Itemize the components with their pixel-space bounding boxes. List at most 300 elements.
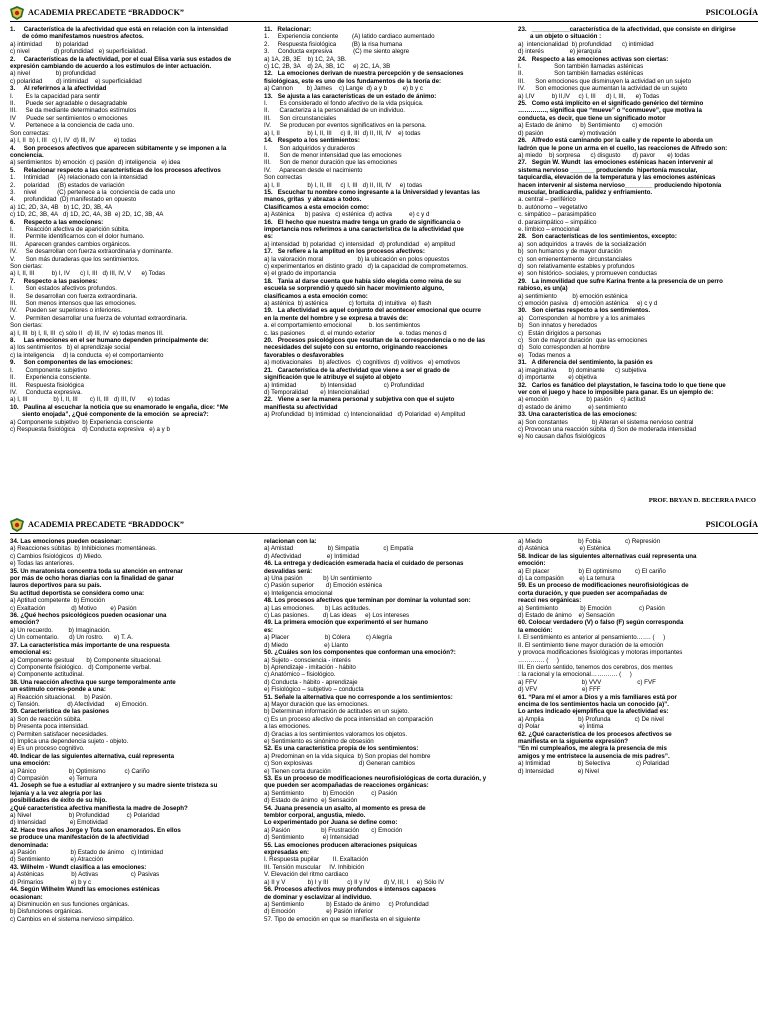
text-line: a) Amplia b) Profunda c) De nivel — [518, 715, 664, 723]
text-line: 3. Al referirnos a la afectividad — [10, 85, 107, 93]
text-line: d) Intensidad e) Emotividad — [10, 819, 108, 827]
p2-column-1 — [10, 538, 250, 1024]
text-line: IV. Se desarrollan con fuerza extraordinaria y dominante. — [10, 248, 173, 256]
text-line: III. En cierto sentido, tenemos dos cerebros, dos mentes — [518, 663, 673, 671]
text-line: : la racional y la emocional…………. ( ) — [518, 671, 632, 679]
text-line: 55. Las emociones producen alteraciones psíquicas — [264, 841, 418, 849]
text-line: II. El sentimiento tiene mayor duración de la emoción — [518, 641, 664, 649]
text-line: 15. Escuchar tu nombre como ingresante a la Universidad y levantas las — [264, 188, 480, 196]
academy-logo-icon — [10, 518, 24, 532]
text-line: 28. Son características de los sentimientos, excepto: — [518, 233, 677, 241]
text-line: d) interés e) jerarquía — [518, 48, 602, 56]
text-line: d) Temporalidad e) Intencionalidad — [264, 388, 370, 396]
text-line: a) Intimidad b) Selectiva c) Polaridad — [518, 760, 669, 768]
text-line: e) Tienen corta duración — [264, 767, 331, 775]
text-line: b) Presenta poca intensidad. — [10, 723, 89, 731]
text-line: a) Asténica b) pasiva c) esténica d) activa e) c y d — [264, 211, 430, 219]
text-line: 41. Joseph se fue a estudiar al extranjero y su madre siente tristeza su — [10, 782, 218, 790]
text-line: d) Primarios e) b y c — [10, 878, 92, 886]
text-line: es: — [264, 233, 273, 241]
text-line: I. Respuesta pupilar II. Exaltación — [264, 856, 369, 864]
text-line: III. Aparecen grandes cambios orgánicos. — [10, 240, 131, 248]
text-line: c) Cambios fisiológicos d) Miedo. — [10, 552, 103, 560]
text-line: V. Elevación del ritmo cardiaco — [264, 871, 349, 879]
text-line: 61. “Para mí el amor a Dios y a mis familiares está por — [518, 693, 677, 701]
text-line: Son correctas — [264, 174, 303, 182]
text-line: d) Polar e) Íntima — [518, 723, 604, 731]
subject-title: PSICOLOGÍA — [705, 520, 758, 529]
text-line: 51. Señale la alternativa que no corresponde a los sentimientos: — [264, 693, 453, 701]
text-line: a) asténica b) asténica c) fortuita d) intuitiva e) flash — [264, 300, 432, 308]
text-line: I. Componente subjetivo — [10, 366, 88, 374]
text-line: 10. Paulina al escuchar la noticia que su enamorado le engaña, dice: “Me — [10, 403, 229, 411]
text-line: II. Experiencia consciente. — [10, 374, 91, 382]
text-line: III. Son de menor duración que las emociones — [264, 159, 398, 167]
text-line: a) motivacionales b) afectivos c) cognitivos d) volitivos e) emotivos — [264, 359, 461, 367]
text-line: e) Sentimiento es sinónimo de obsesión — [264, 737, 374, 745]
text-line: c) Componente fisiológico. d) Componente verbal. — [10, 663, 152, 671]
text-line: a) Miedo b) Fobia c) Represión — [518, 538, 661, 545]
text-line: significación que le atribuye el sujeto al objeto — [264, 374, 402, 382]
text-line: se produce una manifestación de la afectividad — [10, 834, 149, 842]
text-line: IV. Son emociones que aumentan la actividad de un sujeto — [518, 85, 688, 93]
text-line: 14. Respeto a los sentimientos: — [264, 137, 360, 145]
text-line: 50. ¿Cuáles son los componentes que conforman una emoción?: — [264, 649, 456, 657]
text-line: 56. Procesos afectivos muy profundos e intensos capaces — [264, 886, 436, 894]
text-line: d) VFV e) FFF — [518, 686, 601, 694]
text-line: c) Exaltación d) Motivo e) Pasión — [10, 604, 137, 612]
text-line: V. Son más duraderas que los sentimientos. — [10, 255, 140, 263]
text-line: e) el grado de importancia — [264, 270, 336, 278]
text-line: lejanía y a la vez alegría por las — [10, 789, 102, 797]
text-line: a un objeto o situación : — [518, 33, 602, 41]
text-line: 25. Como está implícito en el significado genérico del término — [518, 100, 704, 108]
text-line: a) sentimiento b) emoción esténica — [518, 292, 628, 300]
text-line: d) Implica una dependencia sujeto - objeto. — [10, 737, 129, 745]
text-line: a) Disminución en sus funciones orgánicas. — [10, 900, 130, 908]
text-line: Lo experimentado por Juana se define como: — [264, 819, 398, 827]
text-line: taquicardia, elevación de la temperatura y las emociones asténicas — [518, 174, 716, 182]
text-line: ¿Qué característica afectiva manifiesta la madre de Joseph? — [10, 804, 188, 812]
text-line: e) No causan daños fisiológicos — [518, 433, 606, 441]
text-line: d) Conducta - hábito - aprendizaje — [264, 678, 358, 686]
text-line: ver con el juego y hace lo imposible para ganar. Es un ejemplo de: — [518, 388, 714, 396]
text-line: d) Miedo e) Llanto — [264, 641, 349, 649]
text-line: a) Mayor duración que las emociones. — [264, 700, 369, 708]
text-line: 58. Indicar de las siguientes alternativas cuál representa una — [518, 552, 697, 560]
text-line: a) Reacciones súbitas b) Inhibiciones momentáneas. — [10, 545, 157, 553]
p1-column-1 — [10, 26, 250, 504]
text-line: 60. Colocar verdadero (V) o falso (F) según corresponda — [518, 619, 684, 627]
text-line: 48. Los procesos afectivos que terminan por dominar la voluntad son: — [264, 597, 471, 605]
academy-title: ACADEMIA PRECADETE “BRADDOCK” — [28, 520, 185, 529]
text-line: conciencia. — [10, 151, 44, 159]
text-line: 57. Tipo de emoción en que se manifiesta en el siguiente — [264, 915, 421, 923]
text-line: sistema nervioso _______ produciendo hipertonía muscular, — [518, 166, 698, 174]
text-line: ladrón que le pone un arma en el cuello, las reacciones de Alfredo son: — [518, 144, 728, 152]
text-line: a) los sentimientos b) el aprendizaje social — [10, 344, 131, 352]
text-line: a) Predominan en la vida síquica b) Son propias del hombre — [264, 752, 431, 760]
text-line: 23. ___________característica de la afectividad, que consiste en dirigirse — [518, 26, 736, 33]
text-line: a) intensidad b) polaridad c) intensidad d) profundidad e) amplitud — [264, 240, 455, 248]
text-line: 24. Respecto a las emociones activas son ciertas: — [518, 55, 669, 63]
text-line: expresadas en: — [264, 849, 310, 857]
text-line: a) miedo b) sorpresa c) disgusto d) pavor e) todas — [518, 151, 690, 159]
text-line: a) Reacción situacional. b) Pasión. — [10, 693, 113, 701]
text-line: a) nivel b) profundidad — [10, 70, 96, 78]
p1-column-3 — [518, 26, 758, 504]
text-line: c) Respuesta fisiológica d) Conducta expresiva e) a y b — [10, 425, 170, 433]
p2-column-2 — [264, 538, 504, 1024]
text-line: c) Provocan una reacción súbita d) Son de moderada intensidad — [518, 425, 697, 433]
text-line: c) Son explosivas d) Generan cambios — [264, 760, 415, 768]
text-line: posibilidades de éxito de su hijo. — [10, 797, 107, 805]
text-line: 38. Una reacción afectiva que surge temporalmente ante — [10, 678, 176, 686]
text-line: en la mente del hombre y se expresa a través de: — [264, 314, 409, 322]
text-line: desvalidas será: — [264, 567, 313, 575]
text-line: a) Son constantes b) Alteran el sistema nervioso central — [518, 418, 694, 426]
text-line: 5. Relacionar respecto a las características de los procesos afectivos — [10, 166, 221, 174]
text-line: a) I, III b) I, II, III c) sólo II d) III, IV e) todas menos III. — [10, 329, 164, 337]
p1-column-2 — [264, 26, 504, 504]
text-line: c) Tensión. d) Afectividad e) Emoción. — [10, 700, 148, 708]
text-line: …………. ( ) — [518, 656, 559, 664]
text-line: 2. Respuesta fisiológica (B) la risa humana — [264, 40, 403, 48]
text-line: 22. Viene a ser la manera personal y subjetiva con que el sujeto — [264, 396, 455, 404]
text-line: 54. Juana presencia un asalto, al momento es presa de — [264, 804, 426, 812]
text-line: 8. Las emociones en el ser humano dependen principalmente de: — [10, 337, 209, 345]
text-line: a) Corresponden al hombre y a los animales — [518, 314, 645, 322]
text-line: Lo antes indicado ejemplifica que la afectividad es: — [518, 708, 669, 716]
text-line: a) 1C, 2D, 3A, 4B b) 1C, 2D, 3B, 4A — [10, 203, 113, 211]
text-line: una emoción: — [10, 760, 51, 768]
text-line: III. Se da mediante determinados estímulos — [10, 107, 137, 115]
text-line: a) Las emociones. b) Las actitudes. — [264, 604, 371, 612]
text-line: b) Aprendizaje - imitación - hábito — [264, 663, 356, 671]
text-line: rabioso, es un(a) — [518, 285, 568, 293]
text-line: a) intencionalidad b) profundidad c) intimidad — [518, 40, 654, 48]
text-line: 9. Son componentes de las emociones: — [10, 359, 133, 367]
text-line: emoción? — [10, 619, 40, 627]
text-line: d) Sentimiento e) Intensidad — [264, 834, 359, 842]
text-line: 37. La característica más importante de una respuesta — [10, 641, 170, 649]
text-line: emocional es: — [10, 649, 52, 657]
text-line: manos, gritas y abrazas a todos. — [264, 196, 362, 204]
text-line: “En mi cumpleaños, me alegra la presencia de mis — [518, 745, 667, 753]
text-line: ocasionan: — [10, 893, 43, 901]
text-line: muscular, bradicardia, palidez y enfriamiento. — [518, 188, 653, 196]
text-line: amigos y me entristece la ausencia de mis padres”. — [518, 752, 670, 760]
text-line: a) Placer b) Cólera c) Alegría — [264, 634, 392, 642]
text-line: I. Es considerado el fondo afectivo de la vida psíquica. — [264, 100, 424, 108]
text-line: 2. Características de la afectividad, por el cual Elisa varía sus estados de — [10, 55, 232, 63]
text-line: a) Componente gestual b) Componente situacional. — [10, 656, 162, 664]
page-2 — [0, 512, 768, 1024]
text-line: que pueden ser acompañadas de reacciones orgánicas: — [264, 782, 429, 790]
text-line: 29. La inmovilidad que sufre Karina frente a la presencia de un perro — [518, 277, 723, 285]
text-line: por más de ocho horas diarias con la finalidad de ganar — [10, 575, 175, 583]
text-line: IV. Pueden ser superiores o inferiores. — [10, 307, 122, 315]
text-line: d) La compasión e) La ternura — [518, 575, 615, 583]
text-line: a) I, II, III b) I, IV c) I, III d) III, IV, V e) Todas — [10, 270, 166, 278]
text-line: a) I, II b) I, II, III c) II, III d) II, III, IV e) todas — [264, 129, 421, 137]
text-line: es: — [264, 626, 273, 634]
text-line: I. El sentimiento es anterior al pensamiento……. ( ) — [518, 634, 666, 642]
text-line: 36. ¿Qué hechos psicológicos pueden ocasionar una — [10, 612, 167, 620]
text-line: 1. Intimidad (A) relacionado con la intensidad — [10, 174, 148, 182]
text-line: 6. Respecto a las emociones: — [10, 218, 104, 226]
text-line: y provoca modificaciones fisiológicas y motoras importantes — [518, 649, 683, 657]
text-line: a) FFV b) VVV c) FVF — [518, 678, 656, 686]
text-line: IV. Aparecen desde el nacimiento — [264, 166, 363, 174]
text-line: c) Anatómico – fisiológico. — [264, 671, 336, 679]
text-line: Son ciertas: — [10, 322, 43, 330]
text-line: 12. La emociones derivan de nuestra percepción y de sensaciones — [264, 70, 464, 78]
text-line: IV Puede ser sentimientos o emociones — [10, 114, 128, 122]
text-line: Su actitud deportista se considera como una: — [10, 589, 145, 597]
text-line: c) 1D, 2C, 3B, 4A d) 1D, 2C, 4A, 3B e) 2D, 1C, 3B, 4A — [10, 211, 164, 219]
text-line: b) Disfunciones orgánicas. — [10, 908, 83, 916]
text-line: a) I, II b) I, II, III c) I, III d) II, III, IV e) todas — [264, 181, 423, 189]
text-line: 11. Relacionar: — [264, 26, 312, 33]
text-line: d) Compasión e) Ternura — [10, 775, 98, 782]
text-line: Son correctas: — [10, 129, 50, 137]
text-line: 4. Son procesos afectivos que aparecen súbitamente y se imponen a la — [10, 144, 227, 152]
text-line: d) Solo corresponden al hombre — [518, 344, 610, 352]
text-line: 1. Característica de la afectividad que está en relación con la intensidad — [10, 26, 229, 33]
text-line: 21. Característica de la afectividad que viene a ser el grado de — [264, 366, 450, 374]
text-line: corta duración, y que pueden ser acompañadas de — [518, 589, 668, 597]
text-line: 34. Las emociones pueden ocasionar: — [10, 538, 122, 545]
text-line: la emoción: — [518, 626, 553, 634]
text-line: a. el comportamiento emocional b. los sentimientos — [264, 322, 421, 330]
text-line: a) I, III b) I, II, III c) II, III d) III, IV e) todas — [10, 396, 170, 404]
text-line: 39. Característica de las pasiones — [10, 708, 110, 716]
text-line: de cómo manifestamos nuestros afectos. — [10, 33, 144, 41]
text-line: III. Son menos intensos que las emociones. — [10, 300, 137, 308]
text-line: c. las pasiones d. el mundo exterior e. todas menos d — [264, 329, 447, 337]
text-line: 3. Conducta expresiva (C) me siento alegre — [264, 48, 410, 56]
text-line: a) II y V b) I y III c) II y IV d) V, III, I e) Sólo IV — [264, 878, 444, 886]
text-line: 16. El hecho que nuestra madre tenga un grado de significancia o — [264, 218, 461, 226]
text-line: e) son histórico- sociales, y promueven conductas — [518, 270, 657, 278]
text-line: 4. profundidad (D) manifestado en opuesto — [10, 196, 137, 204]
text-line: a) Profundidad b) Intimidad c) Intencionalidad d) Polaridad e) Amplitud — [264, 411, 466, 419]
text-line: a) Sujeto - consciencia - interés — [264, 656, 351, 664]
text-line: 49. La primera emoción que experimentó el ser humano — [264, 619, 429, 627]
text-line: 33. Una característica de las emociones: — [518, 411, 637, 419]
page-2-header — [10, 518, 758, 534]
text-line: 43. Wilhelm - Wundt clasifica a las emociones: — [10, 863, 147, 871]
text-line: Clasificamos a esta emoción como: — [264, 203, 369, 211]
text-line: a) Estado de ánimo b) Sentimiento c) emoción — [518, 122, 663, 130]
text-line: a) Asténicas b) Activas c) Pasivas — [10, 871, 160, 879]
text-line: a) emoción b) pasión c) actitud — [518, 396, 646, 404]
text-line: d) Sentimiento e) Atracción — [10, 856, 104, 864]
text-line: 3. nivel (C) pertenece a la conciencia de cada uno — [10, 188, 176, 196]
text-line: e) Es un proceso cognitivo. — [10, 745, 85, 753]
text-line: 26. Alfredo está caminando por la calle y de repente lo aborda un — [518, 137, 713, 145]
text-line: un estímulo corres-ponde a una: — [10, 686, 106, 694]
text-line: 31. A diferencia del sentimiento, la pasión es — [518, 359, 653, 367]
text-line: d) son relativamente estables y profundos — [518, 263, 635, 270]
text-line: d) estado de ánimo e) sentimiento — [518, 403, 628, 411]
academy-title: ACADEMIA PRECADETE “BRADDOCK” — [28, 8, 185, 17]
text-line: d) Emoción e) Pasión inferior — [264, 908, 374, 916]
text-line: Son ciertas: — [10, 263, 43, 270]
text-line: 62. ¿Qué característica de los procesos afectivos se — [518, 730, 672, 738]
text-line: d) importante e) objetiva — [518, 374, 597, 382]
text-line: 40. Indicar de las siguientes alternativa, cuál representa — [10, 752, 175, 760]
text-line: c) Son de mayor duración que las emociones — [518, 337, 648, 345]
text-line: 35. Un maratonista concentra toda su atención en entrenar — [10, 567, 183, 575]
text-line: fisiológicas, este es uno de los fundamentos de la teoría de: — [264, 77, 442, 85]
text-line: III. Tensión muscular IV. Inhibición — [264, 863, 365, 871]
text-line: 18. Tania al darse cuenta que había sido elegida como reina de su — [264, 277, 461, 285]
academy-logo-icon — [10, 6, 24, 20]
text-line: a) I, II b) I, III c) I, IV d) III, IV e) todas — [10, 137, 137, 145]
text-line: 13. Se ajusta a las características de un estado de ánimo: — [264, 92, 437, 100]
text-line: emoción: — [518, 560, 546, 568]
text-line: a) son adquiridos a través de la socialización — [518, 240, 647, 248]
text-line: a) Sentimiento b) Emoción c) Pasión — [518, 604, 665, 612]
text-line: siento enojada”, ¿Qué componente de la emoción se aprecia?: — [10, 411, 209, 419]
text-line: a) Un recuerdo. b) Imaginación. — [10, 626, 111, 634]
text-line: 2. polaridad (B) estados de variación — [10, 181, 125, 189]
text-line: a) Pasión b) Frustración c) Emoción — [264, 826, 403, 834]
text-line: 17. Se refiere a la amplitud en los procesos afectivos: — [264, 248, 425, 256]
text-line: c. simpático – parasimpático — [518, 211, 597, 219]
text-line: IV. Se producen por eventos significativos en la persona. — [264, 122, 427, 130]
text-line: e) Componente actitudinal. — [10, 671, 84, 679]
text-line: b. autónomo – vegetativo — [518, 203, 588, 211]
text-line: relacionan con la: — [264, 538, 317, 545]
text-line: IV. Conducta expresiva. — [10, 388, 82, 396]
text-line: e) Fisiológico – subjetivo – conducta — [264, 686, 364, 694]
text-line: c) Cambios en el sistema nervioso simpático. — [10, 915, 135, 923]
text-line: conducta, es decir, que tiene un significado motor — [518, 114, 666, 122]
text-line: 1. Experiencia conciente (A) latido cardiaco aumentado — [264, 33, 435, 41]
text-line: d) Afectividad e) Intimidad — [264, 552, 360, 560]
text-line: d. parasimpático – simpático — [518, 218, 597, 226]
text-line: b) Son innatos y heredados — [518, 322, 598, 330]
teacher-signature: PROF. BRYAN D. BECERRA PAICO — [648, 497, 756, 504]
text-line: d) pasión e) motivación — [518, 129, 617, 137]
text-line: 59. Es un proceso de modificaciones neurofisiológicas de — [518, 582, 689, 590]
text-line: d) Estado de ánimo e) Sensación — [518, 612, 615, 620]
text-line: 7. Respecto a las pasiones: — [10, 277, 98, 285]
text-line: a) Intimidad b) Intensidad c) Profundidad — [264, 381, 424, 389]
text-line: favorables o desfavorables — [264, 351, 344, 359]
text-line: de dominar y esclavizar al individuo. — [264, 893, 372, 901]
text-line: a) I,IV b) II,IV c) I, III d) I, III, e) Todas — [518, 92, 660, 100]
text-line: a) Aptitud competente b) Emoción — [10, 597, 105, 605]
text-line: c) 1C, 2B, 3A d) 2A, 3B, 1C e) 2C, 1A, 3B — [264, 63, 391, 71]
text-line: a) 1A, 2B, 3E b) 1C, 2A, 3B. — [264, 55, 347, 63]
text-line: a) intimidad b) polaridad — [10, 40, 89, 48]
text-line: V. Permiten desarrollar una fuerza de voluntad extraordinaria. — [10, 314, 188, 322]
text-line: c) Están dirigidos a personas — [518, 329, 602, 337]
text-line: d) Intensidad e) Nivel — [518, 767, 599, 775]
text-line: a) Nivel b) Profundidad c) Polaridad — [10, 812, 160, 820]
text-line: V. Pertenece a la conciencia de cada uno. — [10, 122, 134, 130]
text-line: a) Componente subjetivo b) Experiencia consciente — [10, 418, 154, 426]
text-line: II. Puede ser agradable o desagradable — [10, 100, 128, 108]
text-line: a las emociones. — [264, 723, 311, 731]
text-line: 52. Es una característica propia de los sentimientos: — [264, 745, 419, 753]
text-line: 30. Son ciertas respecto a los sentimientos. — [518, 307, 651, 315]
text-line: c) la inteligencia d) la conducta e) el comportamiento — [10, 351, 164, 359]
text-line: necesidades del sujeto con su entorno, originando reacciones — [264, 344, 448, 352]
text-line: a) sentimientos b) emoción c) pasión d) inteligencia e) idea — [10, 159, 181, 167]
text-line: b) son humanos y de mayor duración — [518, 248, 622, 256]
text-line: reacci nes orgánicas: — [518, 597, 582, 605]
text-line: 20. Procesos psicológicos que resultan de la correspondencia o no de las — [264, 337, 486, 345]
text-line: d) Asténica e) Esténica — [518, 545, 611, 553]
text-line: a) Sentimiento b) Estado de ánimo c) Profundidad — [264, 900, 429, 908]
text-line: e) Todas menos a — [518, 351, 571, 359]
page-1-header — [10, 6, 758, 22]
text-line: c) Un comentario. d) Un rostro. e) T. A. — [10, 634, 133, 642]
text-line: clasificamos a esta emoción como: — [264, 292, 368, 300]
text-line: c) polaridad d) intimidad e) superficialidad — [10, 77, 142, 85]
text-line: 27. Según W. Wundt las emociones esténicas hacen intervenir al — [518, 159, 713, 167]
text-line: a) Sentimiento b) Emoción c) Pasión — [264, 789, 398, 797]
text-line: a) Cannon b) James c) Lange d) a y b e) b y c — [264, 85, 423, 93]
text-line: I. Son estados afectivos profundos. — [10, 285, 117, 293]
text-line: a. central – periférico — [518, 196, 576, 204]
text-line: 42. Hace tres años Jorge y Tota son enamorados. En ellos — [10, 826, 181, 834]
text-line: a) Amistad b) Simpatía c) Empatía — [264, 545, 414, 553]
text-line: temblor corporal, angustia, miedo. — [264, 812, 366, 820]
subject-title: PSICOLOGÍA — [705, 8, 758, 17]
text-line: c) Es un proceso afectivo de poca intensidad en comparación — [264, 715, 433, 723]
text-line: encima de los sentimientos hacia un conocido (a)”. — [518, 700, 669, 708]
text-line: escuela se sorprendió y quedó sin hacer movimiento alguno, — [264, 285, 444, 293]
text-line: c) experimentarlos en distinto grado d) la capacidad de comprometernos. — [264, 263, 468, 270]
text-line: III. Son emociones que disminuyen la actividad en un sujeto — [518, 77, 692, 85]
text-line: c) Permiten satisfacer necesidades. — [10, 730, 109, 738]
text-line: a) Una pasión b) Un sentimiento — [264, 575, 372, 583]
text-line: 44. Según Wilhelm Wundt las emociones esténicas — [10, 886, 160, 894]
text-line: a) El placer b) El optimismo c) El cariño — [518, 567, 666, 575]
text-line: e) Todas las anteriores. — [10, 560, 75, 568]
text-line: a) Son de reacción súbita. — [10, 715, 82, 723]
text-line: II. Son también llamadas esténicas — [518, 70, 644, 78]
text-line: II. Son de menor intensidad que las emociones — [264, 151, 402, 159]
text-line: d) Gracias a los sentimientos valoramos los objetos. — [264, 730, 408, 738]
text-line: manifiesta su afectividad — [264, 403, 338, 411]
text-line: I. Es la capacidad para sentir — [10, 92, 101, 100]
text-line: II. Se desarrollan con fuerza extraordinaria. — [10, 292, 138, 300]
text-line: II. Permite identificarnos con el dolor humano. — [10, 233, 145, 241]
text-line: lauros deportivos para su país. — [10, 582, 102, 590]
text-line: 53. Es un proceso de modificaciones neurofisiológicas de corta duración, y — [264, 775, 487, 782]
text-line: d) Estado de ánimo e) Sensación — [264, 797, 358, 805]
text-line: manifiesta en la siguiente expresión? — [518, 737, 629, 745]
text-line: denominada: — [10, 841, 49, 849]
text-line: II. Caracteriza a la personalidad de un individuo. — [264, 107, 406, 115]
text-line: I. Reacción afectiva de aparición súbita. — [10, 225, 130, 233]
text-line: 32. Carlos es fanático del playstation, le fascina todo lo que tiene que — [518, 381, 726, 389]
text-line: importancia nos referimos a una característica de la afectividad que — [264, 225, 464, 233]
text-line: expresión cambiando de acuerdo a los estímulos de inter actuación. — [10, 63, 212, 71]
text-line: 46. La entrega y dedicación esmerada hacia el cuidado de personas — [264, 560, 464, 568]
text-line: III. Son circunstanciales — [264, 114, 337, 122]
text-line: a) Pasión b) Estado de ánimo c) Intimidad — [10, 849, 164, 857]
text-line: I. Son adquiridos y duraderos — [264, 144, 356, 152]
text-line: III. Respuesta fisiológica — [10, 381, 84, 389]
